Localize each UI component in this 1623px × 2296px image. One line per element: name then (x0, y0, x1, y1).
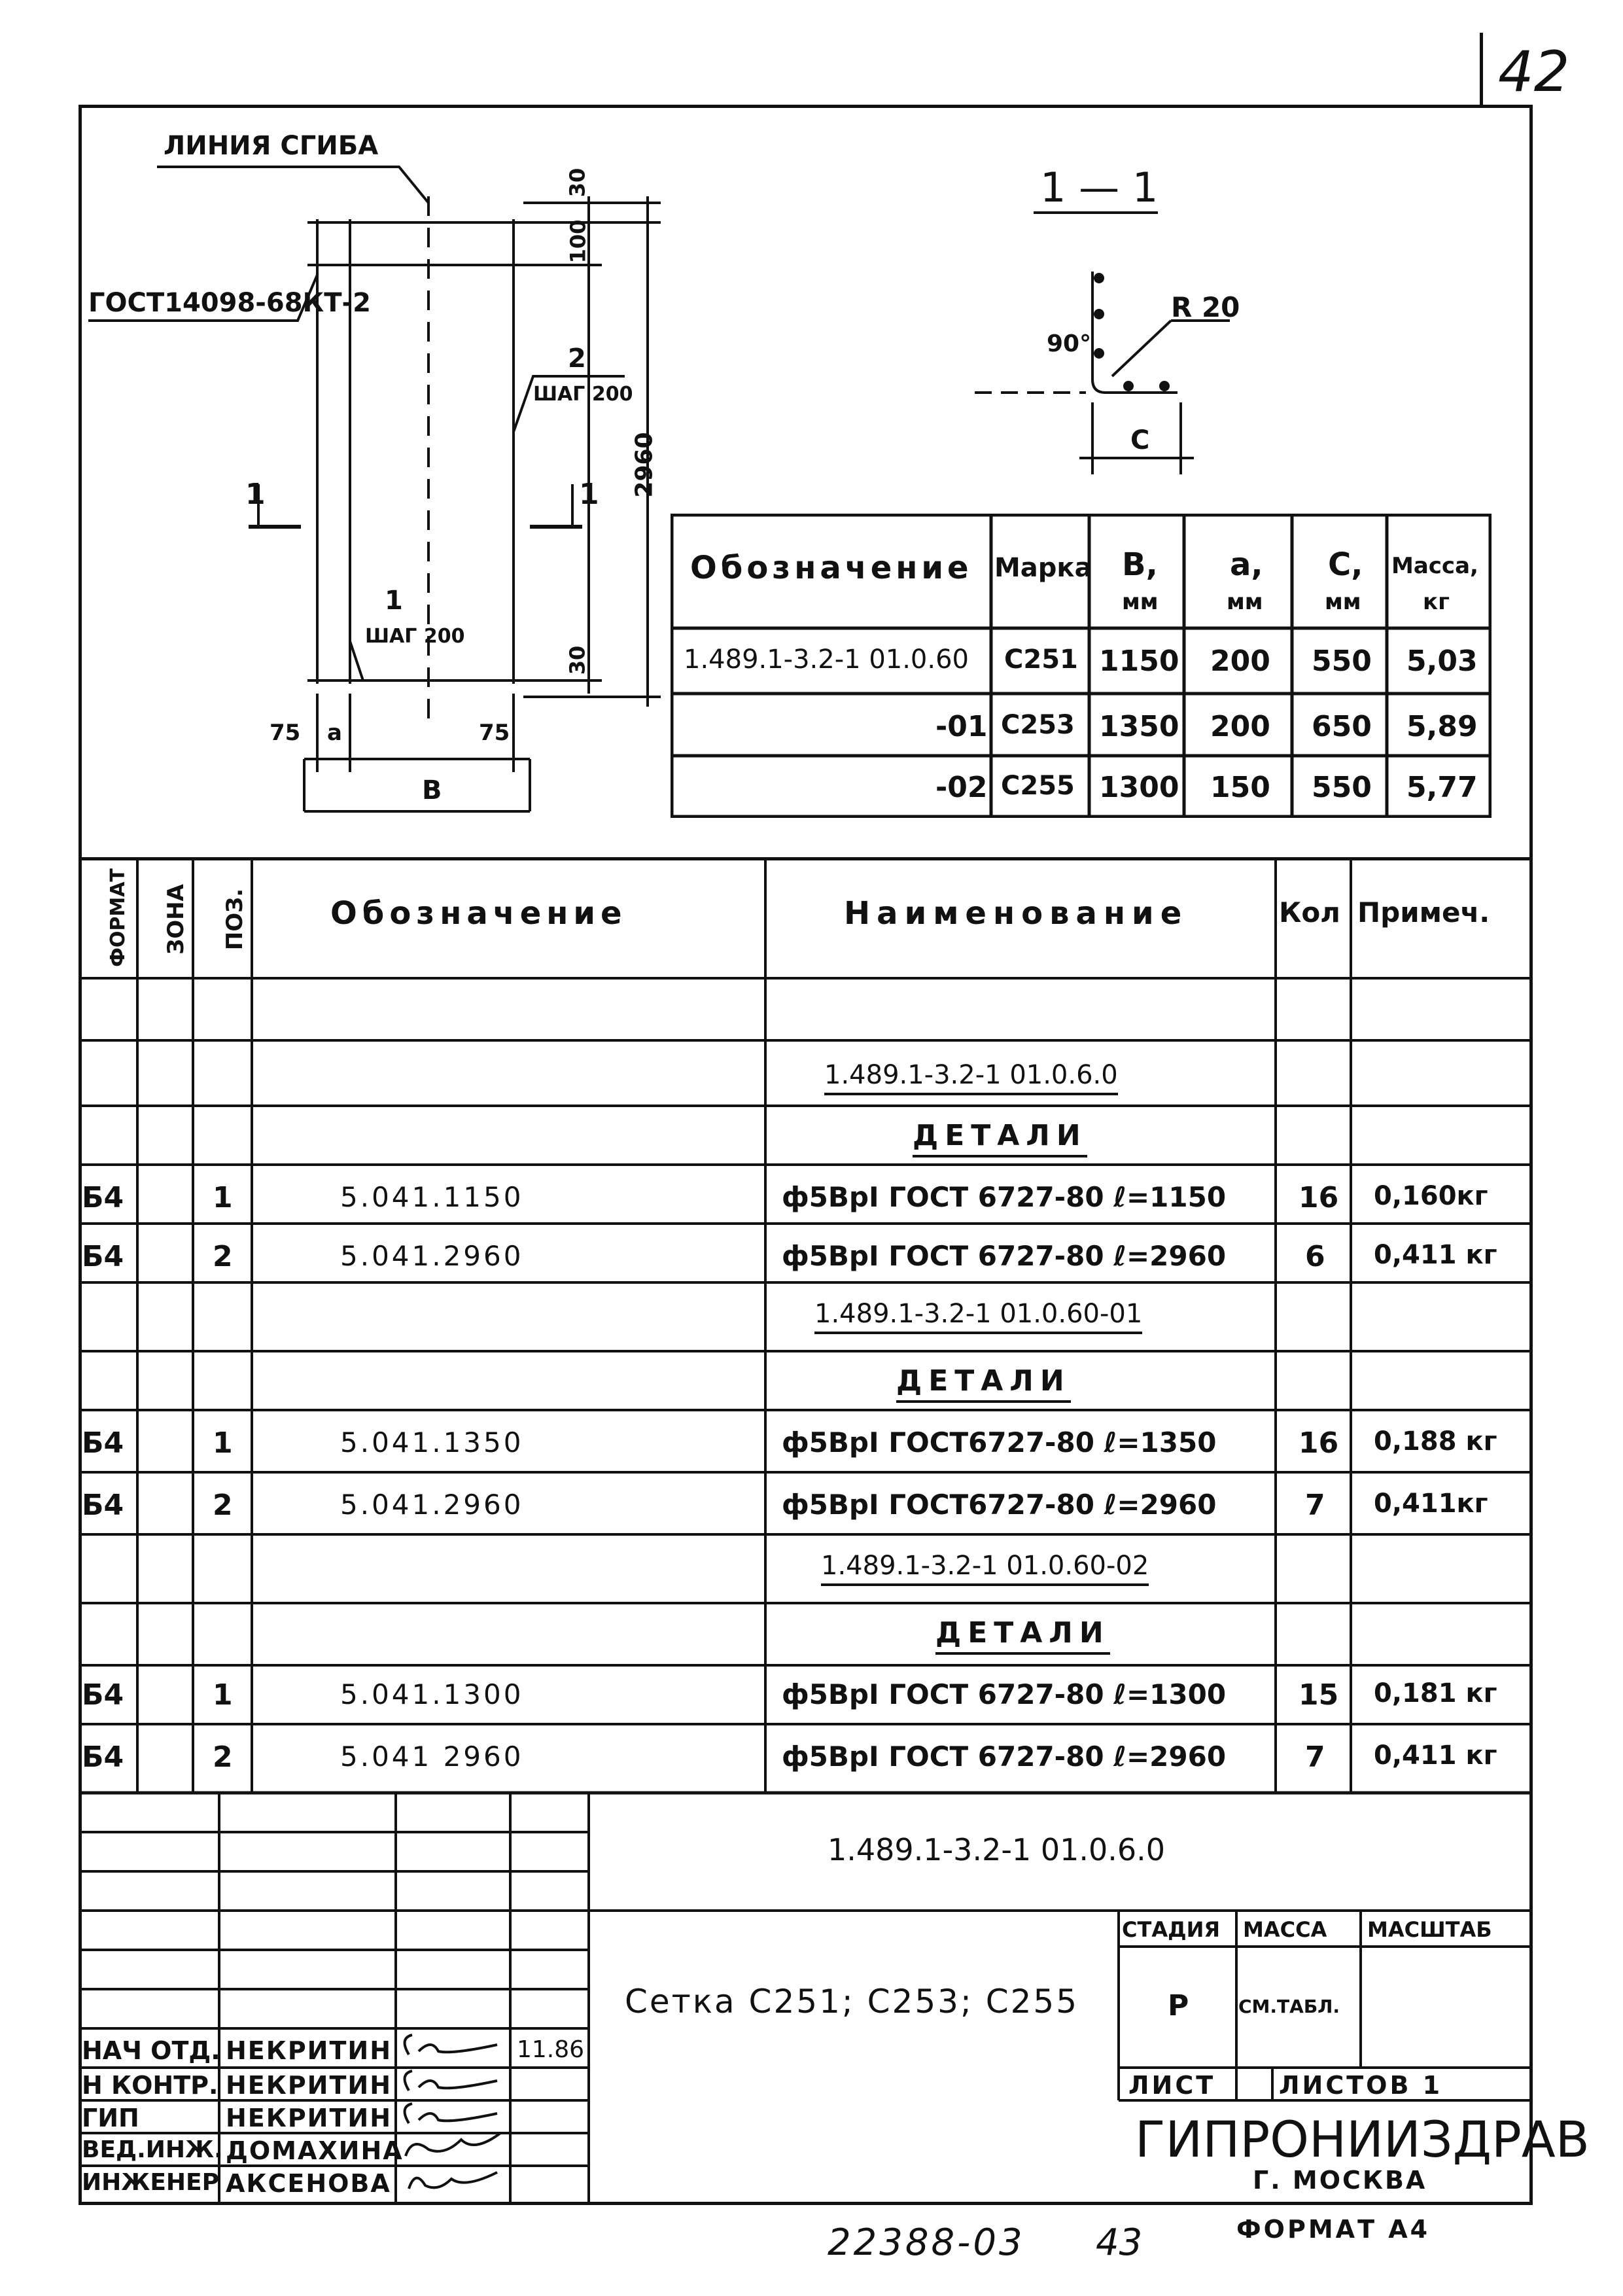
spec-row-format: Б4 (82, 1678, 124, 1712)
title-org: ГИПРОНИИЗДРАВ (1135, 2110, 1590, 2168)
params-row3-mark: С255 (1001, 771, 1075, 801)
dim-30-bottom: 30 (565, 645, 590, 675)
params-header-b: В, (1122, 546, 1158, 583)
params-row2-mark: С253 (1001, 710, 1075, 740)
spec-row-note: 0,411 кг (1374, 1740, 1497, 1771)
params-row3-c: 550 (1312, 771, 1372, 804)
spec-group-title: 1.489.1-3.2-1 01.0.6.0 (824, 1060, 1118, 1095)
title-sheet-label: ЛИСТ (1128, 2071, 1216, 2100)
spec-header-zone: ЗОНА (162, 884, 189, 955)
spec-row-designation: 5.041.1350 (340, 1426, 524, 1458)
section-dim-c: С (1130, 425, 1150, 455)
spec-row-note: 0,411 кг (1374, 1240, 1497, 1270)
spec-row-designation: 5.041.1150 (340, 1181, 524, 1213)
spec-row-qty: 15 (1299, 1678, 1339, 1712)
sign-role: ИНЖЕНЕР (82, 2169, 220, 2196)
spec-row-format: Б4 (82, 1740, 124, 1774)
params-row2-mass: 5,89 (1406, 710, 1478, 743)
params-row3-designation: -02 (935, 771, 988, 804)
fold-line-label: ЛИНИЯ СГИБА (164, 131, 379, 161)
spec-row-note: 0,160кг (1374, 1181, 1488, 1211)
spec-row-qty: 7 (1305, 1489, 1325, 1522)
page-number: 42 (1498, 39, 1570, 105)
params-row3-a: 150 (1210, 771, 1270, 804)
bar2-step: ШАГ 200 (533, 383, 633, 406)
spec-row-qty: 7 (1305, 1740, 1325, 1774)
gost-callout: ГОСТ14098-68КТ-2 (88, 288, 371, 318)
dim-a: a (327, 720, 342, 746)
title-doc-code: 1.489.1-3.2-1 01.0.6.0 (828, 1832, 1166, 1867)
params-row2-b: 1350 (1099, 710, 1179, 743)
params-header-c: С, (1328, 546, 1363, 583)
dim-2960: 2960 (631, 432, 658, 498)
section-title: 1 — 1 (1040, 164, 1159, 211)
spec-header-note: Примеч. (1357, 896, 1490, 928)
spec-row-qty: 16 (1299, 1426, 1339, 1460)
params-row3-mass: 5,77 (1406, 771, 1478, 804)
params-row1-designation: 1.489.1-3.2-1 01.0.60 (684, 645, 969, 675)
sign-name: АКСЕНОВА (226, 2169, 391, 2198)
spec-row-designation: 5.041 2960 (340, 1740, 524, 1773)
dim-75-left: 75 (270, 720, 301, 746)
params-header-a-unit: мм (1227, 589, 1263, 615)
spec-row-designation: 5.041.2960 (340, 1240, 524, 1272)
sign-role: НАЧ ОТД. (82, 2036, 220, 2065)
spec-row-format: Б4 (82, 1426, 124, 1460)
dim-100: 100 (565, 219, 591, 264)
params-row2-designation: -01 (935, 710, 988, 743)
section-angle: 90° (1047, 330, 1092, 357)
spec-row-name: ф5ВрI ГОСТ 6727-80 ℓ=2960 (782, 1240, 1227, 1272)
spec-row-pos: 1 (213, 1426, 233, 1460)
params-header-designation: Обозначение (690, 550, 973, 586)
params-row1-a: 200 (1210, 645, 1270, 678)
spec-section-details: ДЕТАЛИ (913, 1119, 1087, 1157)
title-sheets-label: ЛИСТОВ 1 (1279, 2071, 1443, 2100)
bar2-number: 2 (568, 344, 586, 374)
spec-row-note: 0,181 кг (1374, 1678, 1497, 1708)
sign-name: НЕКРИТИН (226, 2104, 393, 2132)
params-header-mass-unit: кг (1423, 589, 1450, 615)
spec-section-details: ДЕТАЛИ (896, 1364, 1071, 1403)
spec-row-format: Б4 (82, 1181, 124, 1214)
spec-row-designation: 5.041.1300 (340, 1678, 524, 1710)
section-mark-right: 1 (579, 478, 599, 511)
sign-name: ДОМАХИНА (226, 2136, 404, 2165)
sign-role: ВЕД.ИНЖ. (82, 2136, 223, 2163)
spec-top-line (79, 857, 1533, 860)
spec-row-qty: 16 (1299, 1181, 1339, 1214)
spec-row-pos: 2 (213, 1240, 233, 1273)
params-row2-c: 650 (1312, 710, 1372, 743)
spec-row-pos: 1 (213, 1678, 233, 1712)
frame-bottom (79, 2202, 1533, 2205)
spec-row-format: Б4 (82, 1240, 124, 1273)
spec-row-name: ф5ВрI ГОСТ 6727-80 ℓ=1150 (782, 1181, 1227, 1213)
spec-header-designation: Обозначение (330, 895, 627, 932)
params-row1-mark: С251 (1004, 645, 1078, 675)
spec-group-title: 1.489.1-3.2-1 01.0.60-01 (814, 1299, 1142, 1334)
spec-row-format: Б4 (82, 1489, 124, 1522)
section-mark-left: 1 (245, 478, 266, 511)
spec-row-name: ф5ВрI ГОСТ6727-80 ℓ=2960 (782, 1489, 1217, 1521)
params-header-mark: Марка (994, 553, 1092, 583)
sign-role: Н КОНТР. (82, 2071, 218, 2100)
spec-header-pos: ПОЗ. (222, 888, 249, 951)
sign-name: НЕКРИТИН (226, 2036, 393, 2065)
spec-row-pos: 2 (213, 1740, 233, 1774)
spec-row-name: ф5ВрI ГОСТ 6727-80 ℓ=1300 (782, 1678, 1227, 1710)
title-stage-label: СТАДИЯ (1122, 1917, 1220, 1942)
params-row3-b: 1300 (1099, 771, 1179, 804)
spec-section-details: ДЕТАЛИ (935, 1616, 1110, 1655)
footer-format: ФОРМАТ А4 (1236, 2215, 1431, 2244)
spec-row-name: ф5ВрI ГОСТ 6727-80 ℓ=2960 (782, 1740, 1227, 1773)
title-name: Сетка С251; С253; С255 (625, 1983, 1079, 2021)
spec-row-designation: 5.041.2960 (340, 1489, 524, 1521)
spec-row-name: ф5ВрI ГОСТ6727-80 ℓ=1350 (782, 1426, 1217, 1458)
spec-row-note: 0,188 кг (1374, 1426, 1497, 1457)
title-mass-value: СМ.ТАБЛ. (1238, 1996, 1340, 2017)
params-header-c-unit: мм (1325, 589, 1361, 615)
params-header-mass: Масса, (1391, 553, 1478, 579)
spec-header-format: ФОРМАТ (106, 868, 130, 967)
spec-row-note: 0,411кг (1374, 1489, 1488, 1519)
title-city: Г. МОСКВА (1253, 2166, 1427, 2195)
sign-date: 11.86 (517, 2036, 585, 2063)
spec-row-pos: 1 (213, 1181, 233, 1214)
spec-row-qty: 6 (1305, 1240, 1325, 1273)
bar1-step: ШАГ 200 (365, 625, 465, 648)
params-header-a: a, (1230, 546, 1263, 583)
params-row1-c: 550 (1312, 645, 1372, 678)
params-header-b-unit: мм (1122, 589, 1159, 615)
spec-header-qty: Кол (1279, 896, 1340, 928)
params-row2-a: 200 (1210, 710, 1270, 743)
bar1-number: 1 (385, 586, 403, 616)
title-scale-label: МАСШТАБ (1367, 1917, 1492, 1942)
dim-b: В (422, 775, 442, 805)
spec-header-name: Наименование (844, 895, 1189, 932)
dim-75-right: 75 (479, 720, 510, 746)
params-row1-mass: 5,03 (1406, 645, 1478, 678)
params-table (671, 514, 1492, 818)
title-mass-label: МАССА (1243, 1917, 1327, 1942)
section-radius: R 20 (1171, 291, 1240, 323)
footer-sheet-no: 43 (1096, 2221, 1143, 2264)
dim-30-top: 30 (565, 168, 590, 198)
sign-role: ГИП (82, 2104, 139, 2132)
title-stage-value: Р (1168, 1989, 1189, 2022)
spec-group-title: 1.489.1-3.2-1 01.0.60-02 (821, 1551, 1149, 1586)
params-row1-b: 1150 (1099, 645, 1179, 678)
sign-name: НЕКРИТИН (226, 2071, 393, 2100)
spec-row-pos: 2 (213, 1489, 233, 1522)
footer-archive-no: 22388-03 (828, 2221, 1025, 2264)
